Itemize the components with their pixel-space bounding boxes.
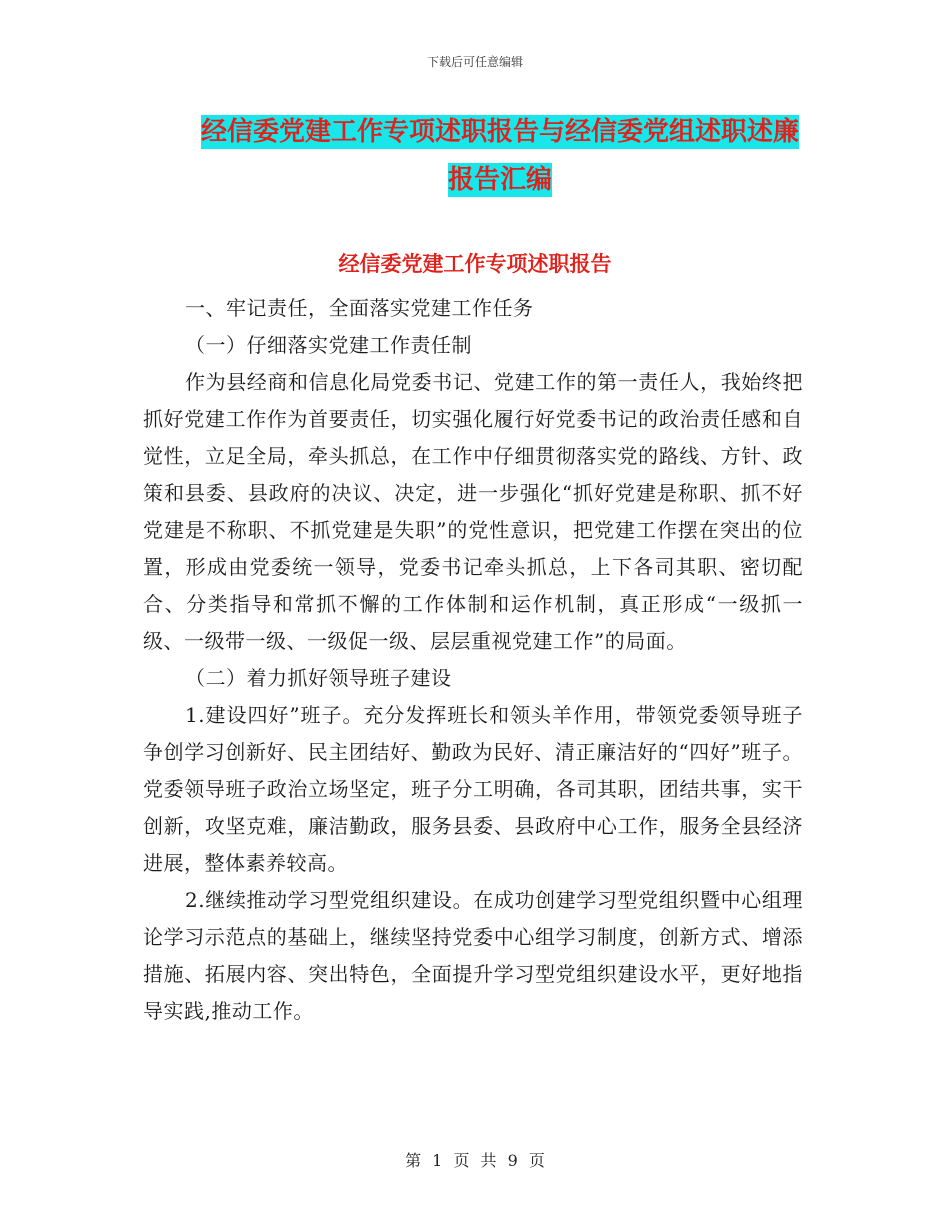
paragraph-2: 1.建设四好”班子。充分发挥班长和领头羊作用，带领党委领导班子争创学习创新好、民主团结好、勤政为民好、清正廉洁好的“四好”班子。党委领导班子政治立场坚定，班子分工明确，各司其职，团结共事，实干创新，攻坚克难，廉洁勤政，服务县委、县政府中心工作，服务全县经济进展，整体素养较高。	[143, 703, 803, 875]
subheading-1: （一）仔细落实党建工作责任制	[185, 333, 472, 357]
heading-1: 一、牢记责任，全面落实党建工作任务	[185, 296, 534, 320]
document-body	[143, 290, 803, 1030]
title-line-2: 报告汇编	[447, 165, 552, 195]
section-title: 经信委党建工作专项述职报告	[338, 252, 612, 276]
document-title	[190, 108, 810, 204]
paragraph-1: 作为县经商和信息化局党委书记、党建工作的第一责任人，我始终把抓好党建工作作为首要责任，切实强化履行好党委书记的政治责任感和自觉性，立足全局，牵头抓总，在工作中仔细贯彻落实党的路线、方针、政策和县委、县政府的决议、决定，进一步强化“抓好党建是称职、抓不好党建是不称职、不抓党建是失职”的党性意识，把党建工作摆在突出的位置，形成由党委统一领导，党委书记牵头抓总，上下各司其职、密切配合、分类指导和常抓不懈的工作体制和运作机制，真正形成“一级抓一级、一级带一级、一级促一级、层层重视党建工作”的局面。	[143, 370, 803, 653]
subheading-2: （二）着力抓好领导班子建设	[185, 666, 452, 690]
paragraph-3: 2.继续推动学习型党组织建设。在成功创建学习型党组织暨中心组理论学习示范点的基础上，继续坚持党委中心组学习制度，创新方式、增添措施、拓展内容、突出特色，全面提升学习型党组织建设水平，更好地指导实践,推动工作。	[143, 888, 803, 1023]
title-line-1: 经信委党建工作专项述职报告与经信委党组述职述廉	[200, 117, 799, 147]
page-header-note: 下载后可任意编辑	[426, 55, 523, 69]
page-number-footer: 第 1 页 共 9 页	[405, 1151, 545, 1170]
